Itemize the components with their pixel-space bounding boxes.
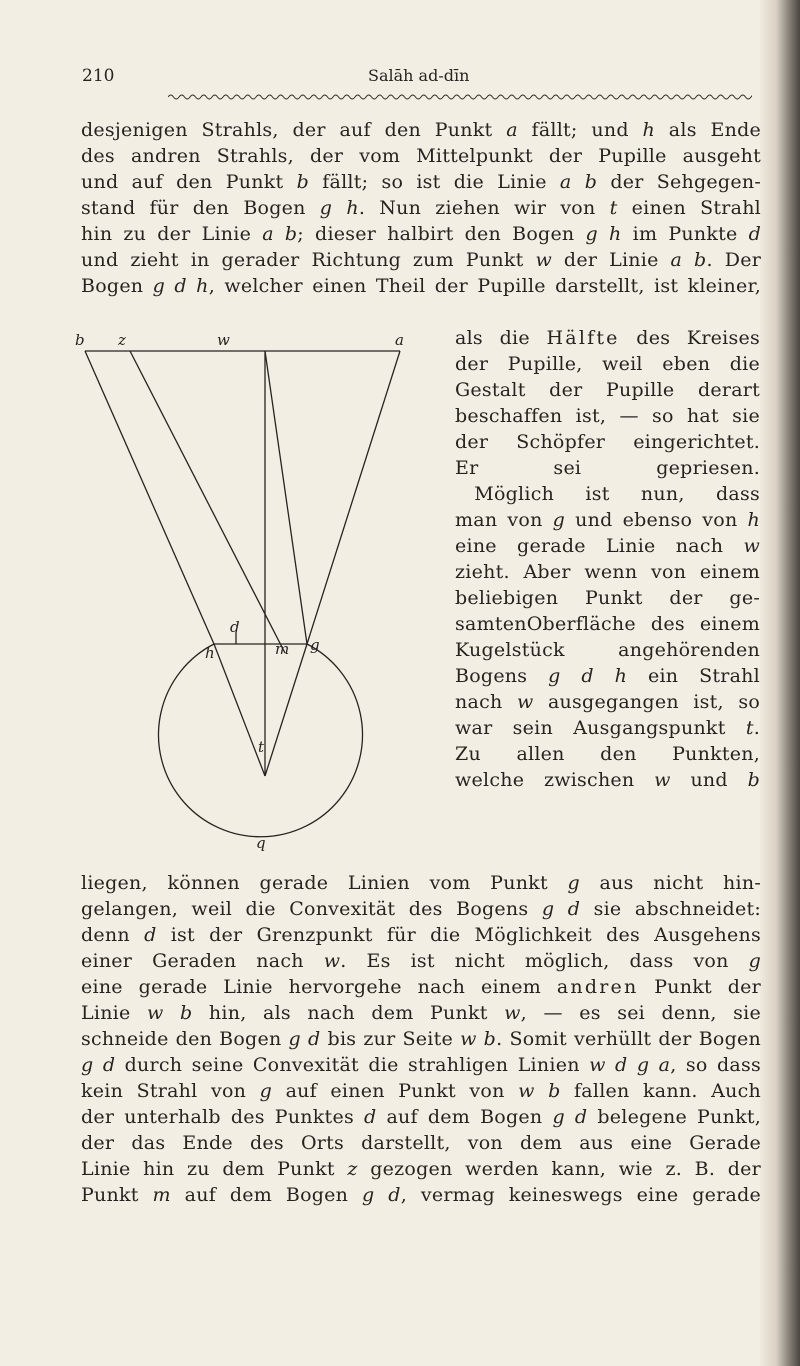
label-g: g — [310, 636, 320, 654]
text-line — [81, 117, 761, 143]
text-line — [81, 221, 761, 247]
text-run: , welcher einen Theil der Pupille darstellt, ist kleiner, — [208, 275, 761, 297]
text-run: fallen kann. Auch — [560, 1080, 761, 1102]
line-z-m — [130, 351, 285, 653]
pupil-ray-diagram — [60, 320, 460, 860]
text-line — [455, 767, 760, 793]
text-line — [455, 455, 760, 481]
italic-letter: w — [743, 535, 760, 557]
text-run: Möglich ist nun, dass — [455, 483, 760, 505]
text-line — [455, 663, 760, 689]
text-line — [455, 585, 760, 611]
text-run: kein Strahl von — [81, 1080, 260, 1102]
text-line — [455, 325, 760, 351]
text-run: auf einen Punkt von — [272, 1080, 519, 1102]
text-line — [81, 922, 761, 948]
text-line — [455, 481, 760, 507]
italic-letter: w b — [518, 1080, 561, 1102]
text-run: auf dem Bogen — [376, 1106, 553, 1128]
italic-letter: g d — [541, 898, 581, 920]
text-line — [81, 1052, 761, 1078]
text-run: gezogen werden kann, wie z. B. der — [357, 1158, 761, 1180]
spaced-word: Hälfte — [546, 327, 620, 349]
italic-letter: g — [552, 509, 566, 531]
text-run: Linie hin zu dem Punkt — [81, 1158, 348, 1180]
text-line — [455, 637, 760, 663]
italic-letter: d — [144, 924, 157, 946]
text-run: der das Ende des Orts darstellt, von dem aus eine Gerade — [81, 1132, 761, 1154]
label-h: h — [205, 644, 215, 662]
text-run: , — es sei denn, sie — [520, 1002, 761, 1024]
text-run: gelangen, weil die Convexität des Bogens — [81, 898, 542, 920]
text-run: und auf den Punkt — [81, 171, 297, 193]
italic-letter: g d h — [548, 665, 628, 687]
text-run: Punkt der — [638, 976, 761, 998]
decorative-wavy-rule — [168, 92, 752, 102]
text-run: , vermag keineswegs eine gerade — [400, 1184, 761, 1206]
text-run: war sein Ausgangspunkt — [455, 717, 746, 739]
text-run: Punkt — [81, 1184, 153, 1206]
page-number: 210 — [82, 66, 115, 86]
text-run: schneide den Bogen — [81, 1028, 289, 1050]
text-run: . Somit verhüllt der Bogen — [496, 1028, 762, 1050]
text-line — [455, 611, 760, 637]
text-run: ein Strahl — [627, 665, 760, 687]
running-title: Salāh ad-dīn — [368, 66, 470, 85]
line-a-g — [307, 351, 400, 644]
text-run: als Ende — [655, 119, 761, 141]
text-run: Kugelstück angehörenden — [455, 639, 760, 661]
text-run: beliebigen Punkt der ge- — [455, 587, 760, 609]
text-run: aus nicht hin- — [579, 872, 761, 894]
italic-letter: w d g a — [589, 1054, 671, 1076]
italic-letter: w b — [460, 1028, 497, 1050]
text-line — [455, 507, 760, 533]
label-m: m — [275, 640, 290, 658]
text-line — [81, 1000, 761, 1026]
italic-letter: m — [152, 1184, 171, 1206]
text-line — [455, 429, 760, 455]
text-line — [81, 1104, 761, 1130]
label-t: t — [258, 738, 265, 756]
text-line — [81, 1182, 761, 1208]
paragraph-top — [81, 117, 761, 299]
text-line — [81, 870, 761, 896]
italic-letter: w — [504, 1002, 521, 1024]
label-a: a — [395, 331, 404, 349]
italic-letter: b — [296, 171, 310, 193]
text-run: des andren Strahls, der vom Mittelpunkt der Pupille ausgeht — [81, 145, 761, 167]
text-run: der Pupille, weil eben die — [455, 353, 760, 375]
text-line — [81, 896, 761, 922]
italic-letter: z — [347, 1158, 358, 1180]
italic-letter: g d — [362, 1184, 401, 1206]
text-line — [455, 741, 760, 767]
text-run: eine gerade Linie hervorgehe nach einem — [81, 976, 557, 998]
text-line — [455, 533, 760, 559]
text-run: fällt; und — [517, 119, 643, 141]
label-w: w — [217, 331, 230, 349]
italic-letter: g d — [288, 1028, 321, 1050]
italic-letter: w b — [147, 1002, 193, 1024]
book-gutter-shadow — [760, 0, 800, 1366]
italic-letter: w — [516, 691, 534, 713]
italic-letter: g — [567, 872, 580, 894]
text-run: Gestalt der Pupille derart — [455, 379, 760, 401]
label-d: d — [230, 618, 240, 636]
italic-letter: d — [364, 1106, 377, 1128]
text-run: liegen, können gerade Linien vom Punkt — [81, 872, 568, 894]
text-run: denn — [81, 924, 145, 946]
text-line — [81, 1130, 761, 1156]
text-run: belegene Punkt, — [587, 1106, 762, 1128]
text-line — [455, 351, 760, 377]
text-line — [455, 559, 760, 585]
text-run: . Es ist nicht möglich, dass von — [340, 950, 749, 972]
text-run: einer Geraden nach — [81, 950, 324, 972]
text-run: samtenOberfläche des einem — [455, 613, 760, 635]
text-run: nach — [455, 691, 517, 713]
paragraph-wrapped-beside-figure — [455, 325, 760, 793]
text-run: ausgegangen ist, so — [533, 691, 761, 713]
text-run: ; dieser halbirt den Bogen — [297, 223, 586, 245]
italic-letter: g h — [319, 197, 359, 219]
text-run: bis zur Seite — [320, 1028, 461, 1050]
text-run: ist der Grenzpunkt für die Möglichkeit des Ausgehens — [156, 924, 762, 946]
text-run: stand für den Bogen — [81, 197, 320, 219]
italic-letter: g — [748, 950, 761, 972]
line-w-g — [265, 351, 307, 644]
text-run: . Der — [706, 249, 762, 271]
text-line — [81, 1078, 761, 1104]
text-run: und zieht in gerader Richtung zum Punkt — [81, 249, 536, 271]
italic-letter: w — [323, 950, 341, 972]
text-line — [81, 974, 761, 1000]
text-run: , so dass — [670, 1054, 761, 1076]
italic-letter: g h — [585, 223, 622, 245]
label-b: b — [75, 331, 85, 349]
italic-letter: h — [747, 509, 761, 531]
text-line — [81, 1026, 761, 1052]
text-run: der Sehgegen- — [597, 171, 761, 193]
text-run: Er sei gepriesen. — [455, 457, 760, 479]
italic-letter: d — [748, 223, 761, 245]
text-line — [455, 403, 760, 429]
text-run: im Punkte — [621, 223, 749, 245]
text-line — [81, 195, 761, 221]
text-line — [81, 273, 761, 299]
text-run: und — [670, 769, 748, 791]
text-run: auf dem Bogen — [170, 1184, 363, 1206]
italic-letter: a b — [262, 223, 298, 245]
italic-letter: g d — [81, 1054, 116, 1076]
italic-letter: a — [506, 119, 518, 141]
text-run: Bogen — [81, 275, 153, 297]
text-run: hin, als nach dem Punkt — [192, 1002, 505, 1024]
italic-letter: b — [747, 769, 760, 791]
text-run: des Kreises — [619, 327, 760, 349]
text-line — [81, 948, 761, 974]
text-run: eine gerade Linie nach — [455, 535, 744, 557]
italic-letter: t — [745, 717, 754, 739]
text-run: . Nun ziehen wir von — [358, 197, 610, 219]
text-line — [81, 143, 761, 169]
text-run: Zu allen den Punkten, — [455, 743, 760, 765]
ray-h-t — [214, 644, 265, 776]
italic-letter: a b — [670, 249, 707, 271]
italic-letter: g d — [552, 1106, 588, 1128]
text-run: der Schöpfer eingerichtet. — [455, 431, 760, 453]
paragraph-bottom — [81, 870, 761, 1208]
text-line — [81, 247, 761, 273]
italic-letter: t — [609, 197, 618, 219]
text-line — [455, 715, 760, 741]
italic-letter: w — [535, 249, 552, 271]
text-run: Linie — [81, 1002, 147, 1024]
italic-letter: a b — [559, 171, 598, 193]
text-run: sie abschneidet: — [580, 898, 761, 920]
text-run: desjenigen Strahls, der auf den Punkt — [81, 119, 507, 141]
text-run: beschaffen ist, — so hat sie — [455, 405, 760, 427]
text-run: als die — [455, 327, 547, 349]
text-run: der unterhalb des Punktes — [81, 1106, 364, 1128]
label-z: z — [118, 331, 126, 349]
italic-letter: g d h — [152, 275, 209, 297]
text-run: durch seine Convexität die strahligen Linien — [115, 1054, 590, 1076]
text-line — [455, 689, 760, 715]
text-run: Bogens — [455, 665, 549, 687]
line-b-h — [85, 351, 214, 644]
spaced-word: andren — [556, 976, 639, 998]
text-line — [81, 169, 761, 195]
text-run: fällt; so ist die Linie — [309, 171, 560, 193]
text-run: welche zwischen — [455, 769, 655, 791]
text-line — [81, 1156, 761, 1182]
text-line — [455, 377, 760, 403]
text-run: man von — [455, 509, 553, 531]
italic-letter: g — [259, 1080, 273, 1102]
text-run: einen Strahl — [617, 197, 762, 219]
text-run: zieht. Aber wenn von einem — [455, 561, 760, 583]
text-run: der Linie — [551, 249, 671, 271]
text-run: und ebenso von — [565, 509, 748, 531]
italic-letter: h — [642, 119, 656, 141]
text-run: . — [753, 717, 760, 739]
text-run: hin zu der Linie — [81, 223, 263, 245]
ray-g-t — [265, 644, 307, 776]
italic-letter: w — [654, 769, 671, 791]
label-q: q — [256, 834, 266, 852]
